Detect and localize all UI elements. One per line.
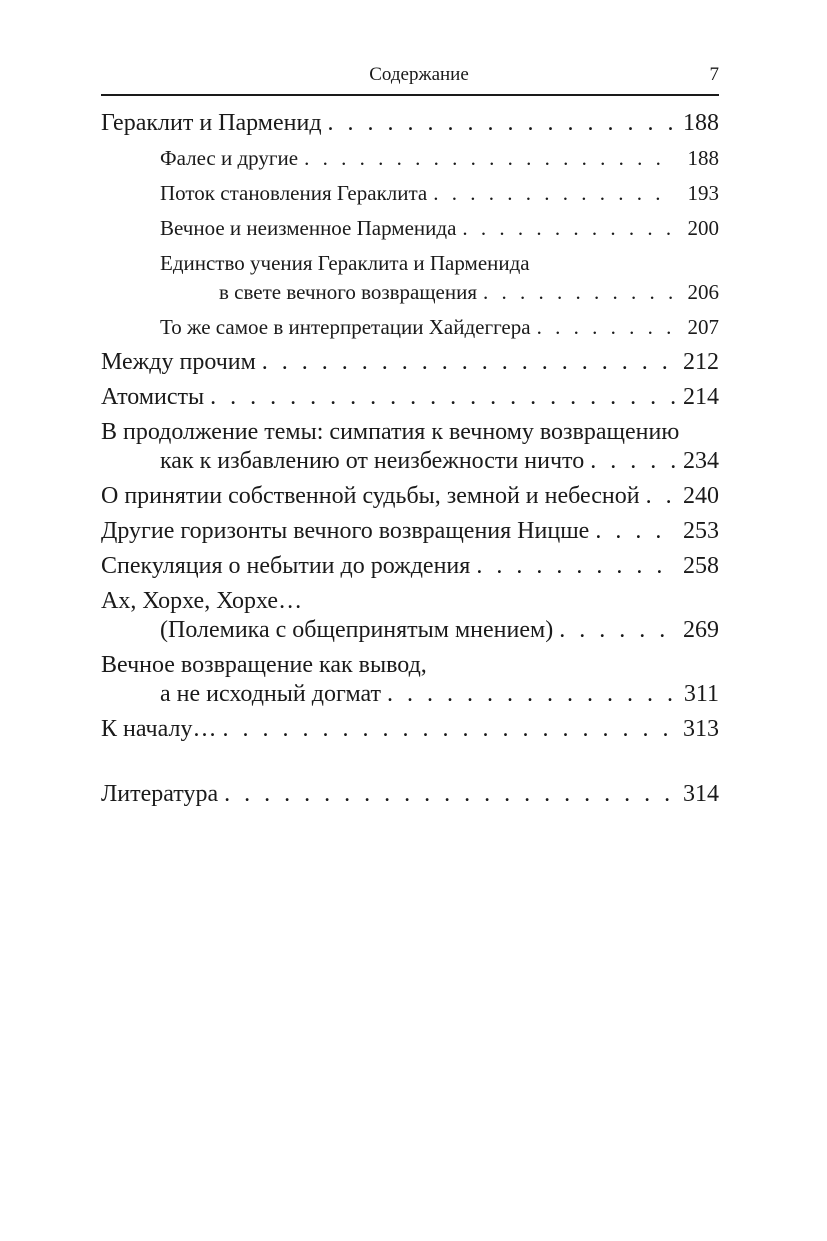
dot-leader <box>559 616 675 645</box>
toc-entry-page: 234 <box>683 448 719 474</box>
toc-entry-page: 253 <box>683 518 719 544</box>
toc-entry-title: Между прочим <box>101 349 256 375</box>
bibliography-section <box>101 780 719 809</box>
toc-entry[interactable] <box>101 348 719 377</box>
toc-entry-title: а не исходный догмат <box>160 681 382 707</box>
page-number: 7 <box>709 64 719 85</box>
toc-entry[interactable] <box>101 651 719 709</box>
toc-entry-title: Литература <box>101 781 219 807</box>
toc-entry-title-line: Вечное возвращение как вывод, <box>101 652 427 678</box>
dot-leader <box>328 109 675 138</box>
toc-entry-page: 188 <box>687 146 719 170</box>
dot-leader <box>387 680 675 709</box>
table-of-contents <box>101 109 719 744</box>
toc-entry[interactable] <box>101 780 719 809</box>
toc-entry-page: 193 <box>687 181 719 205</box>
toc-entry[interactable] <box>101 109 719 138</box>
toc-entry-page: 258 <box>683 553 719 579</box>
toc-entry-page: 207 <box>687 315 719 339</box>
toc-entry[interactable] <box>101 482 719 511</box>
toc-entry-title-line: Единство учения Гераклита и Парменида <box>160 251 530 275</box>
toc-entry[interactable] <box>101 552 719 581</box>
toc-entry-title: Поток становления Гераклита <box>160 181 428 205</box>
dot-leader <box>210 383 675 412</box>
toc-entry[interactable] <box>101 418 719 476</box>
toc-entry-title: Гераклит и Парменид <box>101 110 322 136</box>
toc-entry-page: 269 <box>683 617 719 643</box>
toc-entry-title: О принятии собственной судьбы, земной и небесной <box>101 483 640 509</box>
toc-subentry[interactable] <box>101 144 719 173</box>
toc-entry-title: Фалес и другие <box>160 146 299 170</box>
toc-entry-title: Спекуляция о небытии до рождения <box>101 553 471 579</box>
dot-leader <box>590 447 675 476</box>
toc-entry-title-line: Ах, Хорхе, Хорхе… <box>101 588 303 614</box>
toc-entry-title: Вечное и неизменное Парменида <box>160 216 457 240</box>
dot-leader <box>483 278 675 307</box>
toc-page <box>101 62 719 815</box>
running-head-title: Содержание <box>369 64 469 85</box>
dot-leader <box>537 313 675 342</box>
dot-leader <box>476 552 675 581</box>
toc-entry-page: 314 <box>683 781 719 807</box>
toc-entry[interactable] <box>101 587 719 645</box>
toc-entry-title: (Полемика с общепринятым мнением) <box>160 617 554 643</box>
toc-entry-title: К началу… <box>101 716 217 742</box>
toc-entry-title: в свете вечного возвращения <box>219 280 478 304</box>
toc-entry-page: 188 <box>683 110 719 136</box>
toc-entry-title: как к избавлению от неизбежности ничто <box>160 448 585 474</box>
running-head <box>101 62 719 96</box>
toc-entry[interactable] <box>101 383 719 412</box>
toc-entry[interactable] <box>101 517 719 546</box>
dot-leader <box>462 214 675 243</box>
toc-entry-title: То же самое в интерпретации Хайдеггера <box>160 315 531 339</box>
dot-leader <box>262 348 675 377</box>
toc-entry-title: Атомисты <box>101 384 205 410</box>
toc-entry-page: 206 <box>687 280 719 304</box>
toc-entry-page: 311 <box>683 681 719 707</box>
toc-subentry[interactable] <box>101 214 719 243</box>
toc-entry[interactable] <box>101 715 719 744</box>
toc-entry-page: 313 <box>683 716 719 742</box>
dot-leader <box>304 144 675 173</box>
toc-subentry[interactable] <box>101 313 719 342</box>
toc-entry-title-line: В продолжение темы: симпатия к вечному возвращению <box>101 419 680 445</box>
dot-leader <box>224 780 675 809</box>
toc-entry-page: 214 <box>683 384 719 410</box>
toc-entry-page: 240 <box>683 483 719 509</box>
toc-subentry[interactable] <box>101 249 719 307</box>
toc-subentry[interactable] <box>101 179 719 208</box>
toc-entry-page: 212 <box>683 349 719 375</box>
dot-leader <box>595 517 675 546</box>
dot-leader <box>433 179 675 208</box>
toc-entry-page: 200 <box>687 216 719 240</box>
dot-leader <box>646 482 675 511</box>
section-gap <box>101 750 719 780</box>
dot-leader <box>222 715 675 744</box>
toc-entry-title: Другие горизонты вечного возвращения Ницше <box>101 518 590 544</box>
